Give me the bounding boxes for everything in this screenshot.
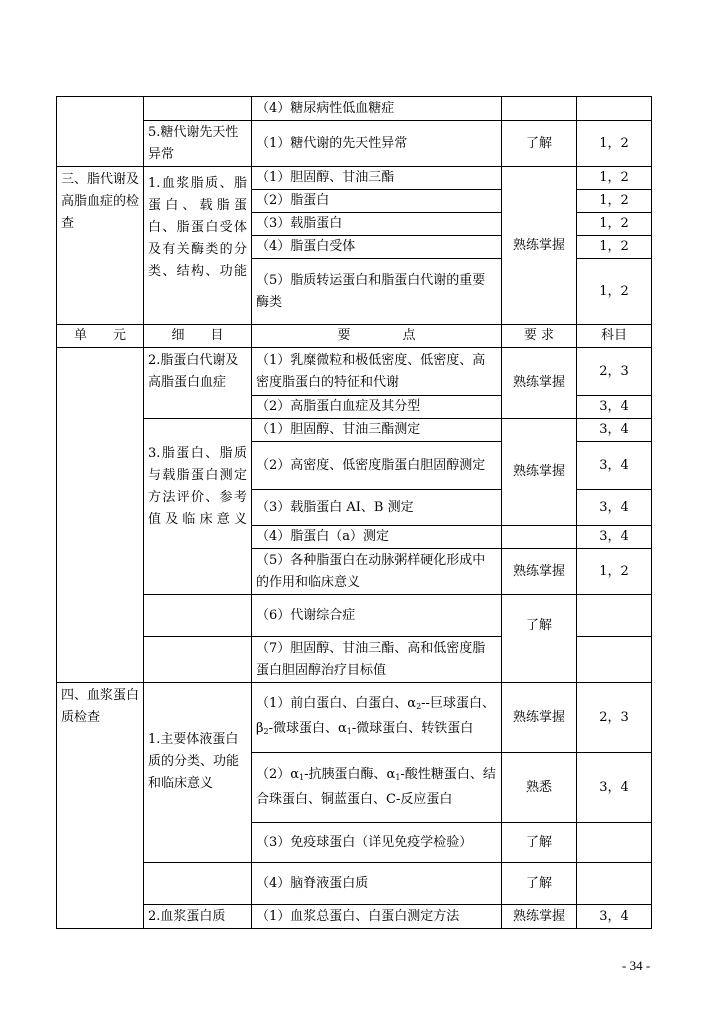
subject-cell: 1，2 bbox=[577, 190, 652, 213]
req-cell: 熟悉 bbox=[502, 753, 577, 823]
req-cell: 了解 bbox=[502, 823, 577, 863]
point-cell: （2）高密度、低密度脂蛋白胆固醇测定 bbox=[252, 442, 502, 490]
detail-cell: 1.主要体液蛋白质的分类、功能和临床意义 bbox=[144, 683, 252, 863]
subject-cell: 1，2 bbox=[577, 121, 652, 167]
req-cell: 熟练掌握 bbox=[502, 683, 577, 753]
syllabus-table bbox=[56, 96, 652, 929]
subject-cell-empty bbox=[577, 823, 652, 863]
unit-cell: 四、血浆蛋白质检查 bbox=[57, 683, 144, 929]
point-cell: （6）代谢综合症 bbox=[252, 595, 502, 637]
header-unit: 单 元 bbox=[57, 325, 144, 348]
req-cell-empty bbox=[502, 97, 577, 121]
point-cell: （2）高脂蛋白血症及其分型 bbox=[252, 396, 502, 419]
unit-cell: 三、脂代谢及高脂血症的检查 bbox=[57, 167, 144, 325]
point-cell: （1）前白蛋白、白蛋白、$\alpha_2--$巨球蛋白、$\beta_2-$微球蛋白、$\alpha_1-$微球蛋白、转铁蛋白 bbox=[252, 683, 502, 753]
point-cell: （4）脂蛋白（a）测定 bbox=[252, 526, 502, 549]
point-cell: （5）脂质转运蛋白和脂蛋白代谢的重要酶类 bbox=[252, 259, 502, 325]
subject-cell-empty bbox=[577, 97, 652, 121]
detail-cell: 1.血浆脂质、脂蛋白、载脂蛋白、脂蛋白受体及有关酶类的分类、结构、功能 bbox=[144, 167, 252, 325]
point-cell: （1）乳糜微粒和极低密度、低密度、高密度脂蛋白的特征和代谢 bbox=[252, 348, 502, 396]
subject-cell: 2，3 bbox=[577, 348, 652, 396]
point-cell: （5）各种脂蛋白在动脉粥样硬化形成中的作用和临床意义 bbox=[252, 549, 502, 595]
req-cell: 了解 bbox=[502, 863, 577, 905]
point-cell: （4）糖尿病性低血糖症 bbox=[252, 97, 502, 121]
page-number: - 34 - bbox=[622, 958, 651, 973]
unit-cell-empty bbox=[57, 97, 144, 167]
subject-cell: 1，2 bbox=[577, 259, 652, 325]
subject-cell: 3，4 bbox=[577, 490, 652, 526]
req-cell: 熟练掌握 bbox=[502, 167, 577, 325]
point-cell: （1）血浆总蛋白、白蛋白测定方法 bbox=[252, 905, 502, 929]
subject-cell: 3，4 bbox=[577, 905, 652, 929]
point-cell: （1）糖代谢的先天性异常 bbox=[252, 121, 502, 167]
point-cell: （3）载脂蛋白 AⅠ、B 测定 bbox=[252, 490, 502, 526]
detail-cell: 5.糖代谢先天性异常 bbox=[144, 121, 252, 167]
unit-cell-empty bbox=[57, 348, 144, 683]
header-req: 要 求 bbox=[502, 325, 577, 348]
subject-cell: 3，4 bbox=[577, 396, 652, 419]
subject-cell: 1，2 bbox=[577, 213, 652, 236]
point-cell: （1）胆固醇、甘油三酯测定 bbox=[252, 419, 502, 442]
req-cell: 了解 bbox=[502, 595, 577, 683]
header-point: 要 点 bbox=[252, 325, 502, 348]
subject-cell: 3，4 bbox=[577, 419, 652, 442]
point-cell: （7）胆固醇、甘油三酯、高和低密度脂蛋白胆固醇治疗目标值 bbox=[252, 637, 502, 683]
point-cell: $(2)\alpha_1-$抗胰蛋白酶、$\alpha_1-$酸性糖蛋白、结合珠蛋白、铜蓝蛋白、C-反应蛋白 bbox=[252, 753, 502, 823]
detail-cell-empty bbox=[144, 595, 252, 637]
subject-cell: 2，3 bbox=[577, 683, 652, 753]
detail-cell: 3.脂蛋白、脂质与载脂蛋白测定方法评价、参考值及临床意义 bbox=[144, 419, 252, 595]
subject-cell-empty bbox=[577, 863, 652, 905]
point-cell: （4）脂蛋白受体 bbox=[252, 236, 502, 259]
point-cell: （3）免疫球蛋白（详见免疫学检验） bbox=[252, 823, 502, 863]
req-cell-empty bbox=[502, 526, 577, 549]
header-detail: 细 目 bbox=[144, 325, 252, 348]
detail-cell-empty bbox=[144, 637, 252, 683]
subject-cell-empty bbox=[577, 637, 652, 683]
subject-cell: 1，2 bbox=[577, 236, 652, 259]
point-cell: （3）载脂蛋白 bbox=[252, 213, 502, 236]
subject-cell: 3，4 bbox=[577, 442, 652, 490]
detail-cell-empty bbox=[144, 97, 252, 121]
req-cell: 熟练掌握 bbox=[502, 419, 577, 526]
req-cell: 了解 bbox=[502, 121, 577, 167]
subject-cell: 1，2 bbox=[577, 167, 652, 190]
detail-cell: 2.血浆蛋白质 bbox=[144, 905, 252, 929]
subject-cell: 3，4 bbox=[577, 753, 652, 823]
subject-cell: 1，2 bbox=[577, 549, 652, 595]
detail-cell-empty bbox=[144, 863, 252, 905]
subject-cell: 3，4 bbox=[577, 526, 652, 549]
point-cell: （2）脂蛋白 bbox=[252, 190, 502, 213]
header-subject: 科目 bbox=[577, 325, 652, 348]
req-cell: 熟练掌握 bbox=[502, 905, 577, 929]
subject-cell-empty bbox=[577, 595, 652, 637]
req-cell: 熟练掌握 bbox=[502, 348, 577, 419]
detail-cell: 2.脂蛋白代谢及高脂蛋白血症 bbox=[144, 348, 252, 419]
req-cell: 熟练掌握 bbox=[502, 549, 577, 595]
point-cell: （4）脑脊液蛋白质 bbox=[252, 863, 502, 905]
point-cell: （1）胆固醇、甘油三酯 bbox=[252, 167, 502, 190]
